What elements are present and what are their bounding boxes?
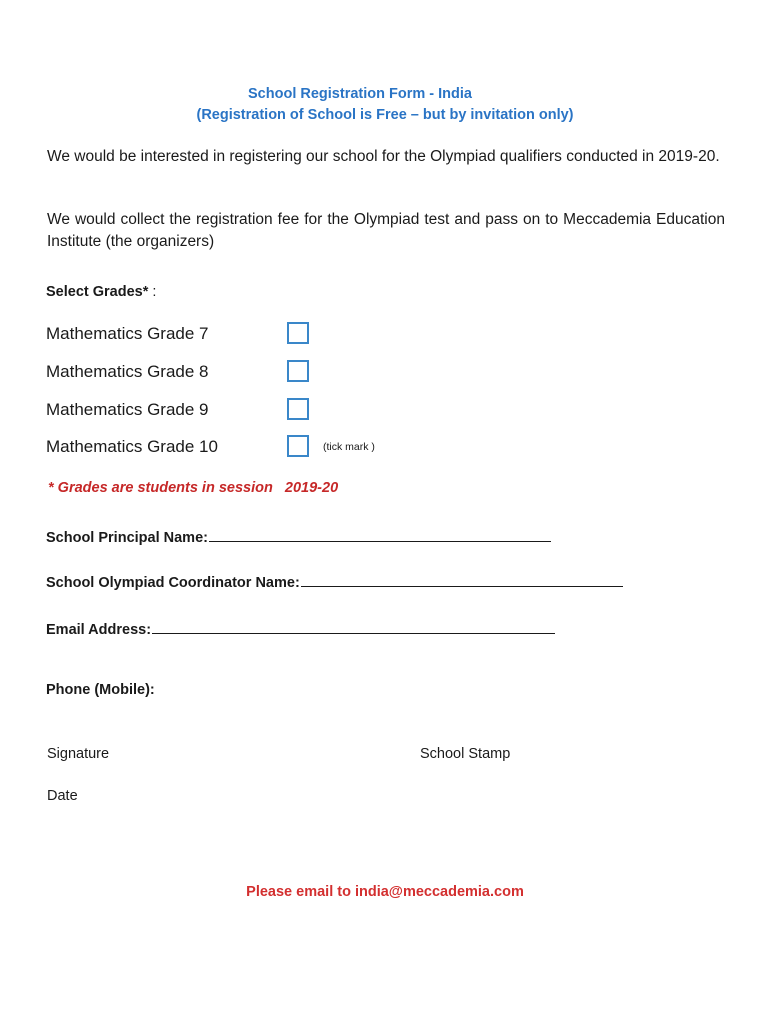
intro-paragraph-2: We would collect the registration fee for the Olympiad test and pass on to Meccademia Education Institute (the organizers)	[47, 211, 725, 250]
email-field[interactable]	[46, 619, 555, 638]
select-grades-heading	[46, 284, 156, 300]
grade-7-checkbox[interactable]	[287, 322, 309, 344]
grade-label: Mathematics Grade 10	[46, 437, 218, 456]
grade-label: Mathematics Grade 9	[46, 400, 209, 419]
form-title: School Registration Form - India	[248, 86, 472, 102]
intro-paragraph-1: We would be interested in registering our school for the Olympiad qualifiers conducted in 2019-20.	[47, 148, 720, 165]
select-grades-label: Select Grades*	[46, 284, 149, 300]
grades-footnote: * Grades are students in session 2019-20	[48, 480, 339, 496]
principal-name-field[interactable]	[46, 527, 551, 546]
coordinator-name-field[interactable]	[46, 572, 623, 591]
grade-label: Mathematics Grade 7	[46, 324, 209, 343]
phone-label: Phone (Mobile):	[46, 682, 155, 698]
email-instruction-footer: Please email to india@meccademia.com	[246, 884, 524, 900]
form-subtitle: (Registration of School is Free – but by invitation only)	[196, 107, 574, 123]
grade-9-checkbox[interactable]	[287, 398, 309, 420]
grade-10-checkbox[interactable]	[287, 435, 309, 457]
date-label: Date	[47, 788, 78, 804]
signature-label: Signature	[47, 746, 110, 762]
coordinator-name-label: School Olympiad Coordinator Name:	[46, 575, 300, 591]
grade-label: Mathematics Grade 8	[46, 362, 209, 381]
tick-mark-note: (tick mark )	[323, 441, 375, 453]
phone-field[interactable]	[46, 682, 155, 698]
select-grades-colon: :	[148, 284, 157, 300]
principal-name-label: School Principal Name:	[46, 530, 208, 546]
email-label: Email Address:	[46, 622, 152, 638]
school-stamp-label: School Stamp	[420, 746, 511, 762]
principal-name-line[interactable]	[209, 527, 551, 542]
grade-8-checkbox[interactable]	[287, 360, 309, 382]
coordinator-name-line[interactable]	[301, 572, 623, 587]
email-line[interactable]	[152, 619, 555, 634]
